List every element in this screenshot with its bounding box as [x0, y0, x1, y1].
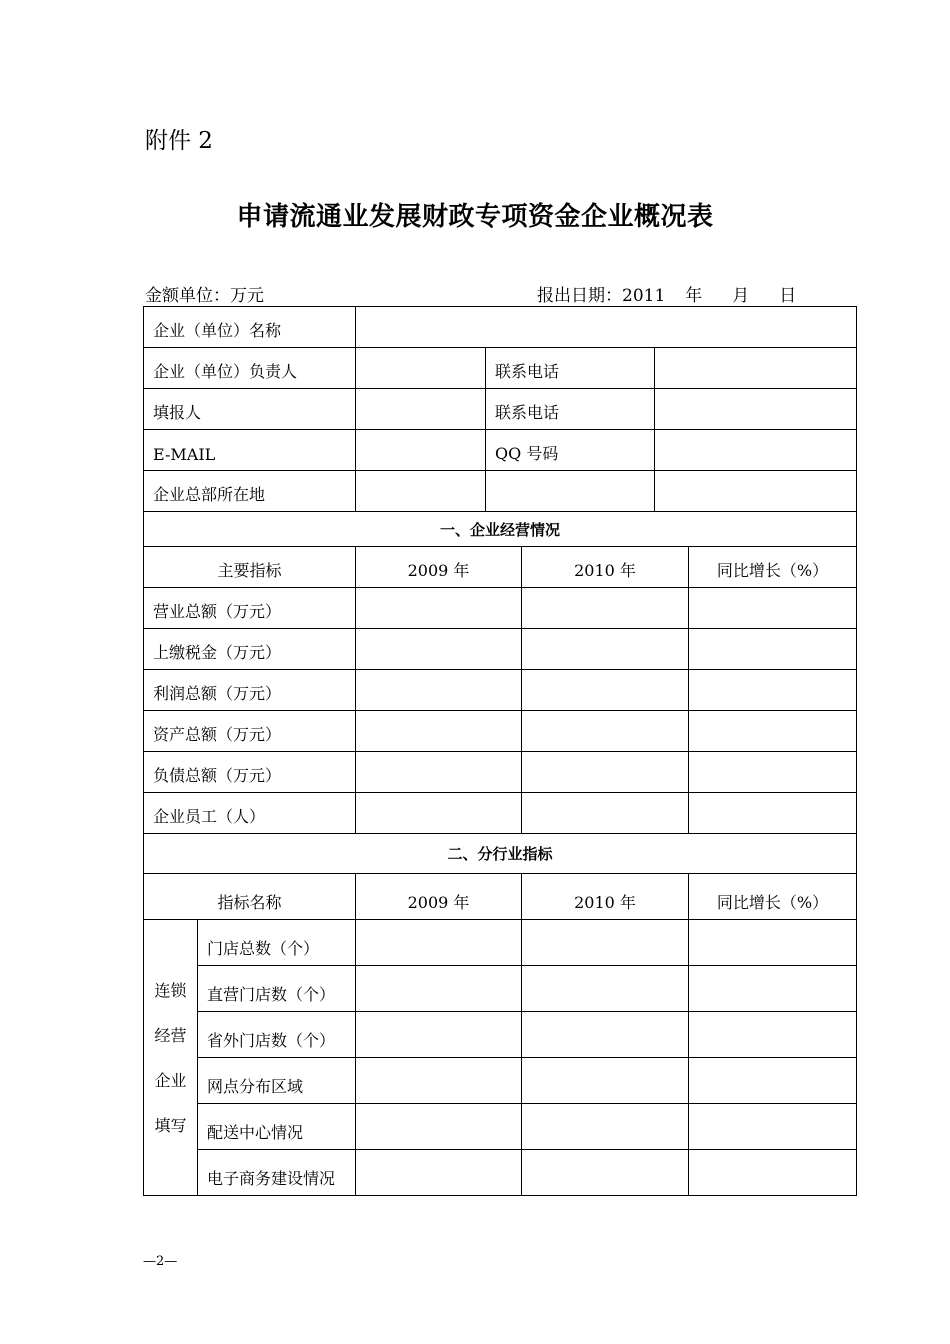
group-label-line: 企业	[154, 1070, 187, 1090]
hq-field-1[interactable]	[356, 471, 486, 512]
group-label-line: 连锁	[154, 980, 187, 1000]
report-date	[537, 281, 796, 306]
email-row	[144, 430, 857, 471]
section1-cell-2009[interactable]	[356, 629, 522, 670]
form-title: 申请流通业发展财政专项资金企业概况表	[236, 202, 714, 232]
section1-cell-growth[interactable]	[689, 588, 857, 629]
section1-cell-2009[interactable]	[356, 670, 522, 711]
group-label-line: 填写	[154, 1115, 187, 1135]
section2-cell-2010[interactable]	[522, 966, 689, 1012]
section1-cell-growth[interactable]	[689, 629, 857, 670]
qq-label: QQ 号码	[486, 430, 655, 471]
principal-label: 企业（单位）负责人	[144, 348, 356, 389]
section2-row-label: 省外门店数（个）	[198, 1012, 356, 1058]
section1-row-label: 负债总额（万元）	[144, 752, 356, 793]
section2-row-label: 配送中心情况	[198, 1104, 356, 1150]
section2-cell-growth[interactable]	[689, 1012, 857, 1058]
amount-unit: 金额单位：万元	[145, 286, 264, 306]
hq-field-2[interactable]	[486, 471, 655, 512]
principal-phone-field[interactable]	[655, 348, 857, 389]
section1-cell-2010[interactable]	[522, 629, 689, 670]
reporter-row	[144, 389, 857, 430]
section1-cell-2010[interactable]	[522, 793, 689, 834]
section2-row	[144, 1150, 857, 1196]
section1-row	[144, 588, 857, 629]
section2-row	[144, 1012, 857, 1058]
report-date-prefix: 报出日期：2011	[537, 286, 666, 306]
section1-cell-2009[interactable]	[356, 711, 522, 752]
section2-cell-growth[interactable]	[689, 1150, 857, 1196]
section2-cell-2010[interactable]	[522, 1058, 689, 1104]
section1-header-2009: 2009 年	[356, 547, 522, 588]
section2-cell-2009[interactable]	[356, 1104, 522, 1150]
section1-row	[144, 711, 857, 752]
section1-cell-2010[interactable]	[522, 711, 689, 752]
section1-row-label: 上缴税金（万元）	[144, 629, 356, 670]
section2-row-label: 电子商务建设情况	[198, 1150, 356, 1196]
section2-header-indicator: 指标名称	[144, 874, 356, 920]
section2-cell-growth[interactable]	[689, 1058, 857, 1104]
section1-cell-2009[interactable]	[356, 793, 522, 834]
section1-row	[144, 670, 857, 711]
section1-title: 一、企业经营情况	[144, 512, 857, 547]
hq-field-3[interactable]	[655, 471, 857, 512]
section1-row-label: 营业总额（万元）	[144, 588, 356, 629]
page-number: —2—	[143, 1254, 178, 1269]
reporter-field[interactable]	[356, 389, 486, 430]
reporter-label: 填报人	[144, 389, 356, 430]
attachment-label: 附件 2	[145, 128, 213, 154]
section1-cell-2010[interactable]	[522, 588, 689, 629]
section2-cell-2010[interactable]	[522, 920, 689, 966]
chain-enterprise-group-label	[144, 920, 198, 1196]
section1-title-row	[144, 512, 857, 547]
section1-cell-2010[interactable]	[522, 670, 689, 711]
section2-cell-growth[interactable]	[689, 920, 857, 966]
section2-header-row	[144, 874, 857, 920]
principal-field[interactable]	[356, 348, 486, 389]
section2-title: 二、分行业指标	[144, 834, 857, 874]
company-name-field[interactable]	[356, 307, 857, 348]
company-name-label: 企业（单位）名称	[144, 307, 356, 348]
section2-row	[144, 1104, 857, 1150]
section2-row-label: 门店总数（个）	[198, 920, 356, 966]
section1-header-2010: 2010 年	[522, 547, 689, 588]
section2-cell-2009[interactable]	[356, 1058, 522, 1104]
section1-row-label: 资产总额（万元）	[144, 711, 356, 752]
group-label-line: 经营	[154, 1025, 187, 1045]
section1-row	[144, 752, 857, 793]
reporter-phone-label: 联系电话	[486, 389, 655, 430]
principal-row	[144, 348, 857, 389]
section2-cell-2010[interactable]	[522, 1012, 689, 1058]
section2-header-2009: 2009 年	[356, 874, 522, 920]
section1-cell-growth[interactable]	[689, 793, 857, 834]
company-name-row	[144, 307, 857, 348]
section1-header-row	[144, 547, 857, 588]
section2-cell-2010[interactable]	[522, 1150, 689, 1196]
hq-row	[144, 471, 857, 512]
section2-row	[144, 1058, 857, 1104]
report-date-month: 月	[732, 286, 750, 306]
section2-header-growth: 同比增长（%）	[689, 874, 857, 920]
section2-header-2010: 2010 年	[522, 874, 689, 920]
section1-cell-growth[interactable]	[689, 670, 857, 711]
section2-cell-2010[interactable]	[522, 1104, 689, 1150]
section1-cell-2009[interactable]	[356, 752, 522, 793]
hq-label: 企业总部所在地	[144, 471, 356, 512]
report-date-year: 年	[685, 286, 703, 306]
section2-row-label: 直营门店数（个）	[198, 966, 356, 1012]
section1-row-label: 利润总额（万元）	[144, 670, 356, 711]
section2-cell-2009[interactable]	[356, 1150, 522, 1196]
section1-row-label: 企业员工（人）	[144, 793, 356, 834]
reporter-phone-field[interactable]	[655, 389, 857, 430]
section2-row	[144, 920, 857, 966]
section2-cell-2009[interactable]	[356, 920, 522, 966]
section1-cell-2010[interactable]	[522, 752, 689, 793]
qq-field[interactable]	[655, 430, 857, 471]
section2-cell-2009[interactable]	[356, 966, 522, 1012]
section1-header-growth: 同比增长（%）	[689, 547, 857, 588]
section2-cell-growth[interactable]	[689, 966, 857, 1012]
section1-cell-growth[interactable]	[689, 752, 857, 793]
section1-row	[144, 793, 857, 834]
email-label: E-MAIL	[144, 430, 356, 471]
section2-cell-growth[interactable]	[689, 1104, 857, 1150]
report-date-day: 日	[779, 286, 797, 306]
section2-cell-2009[interactable]	[356, 1012, 522, 1058]
section1-cell-growth[interactable]	[689, 711, 857, 752]
section1-header-indicator: 主要指标	[144, 547, 356, 588]
section2-title-row	[144, 834, 857, 874]
principal-phone-label: 联系电话	[486, 348, 655, 389]
email-field[interactable]	[356, 430, 486, 471]
section1-cell-2009[interactable]	[356, 588, 522, 629]
section2-row-label: 网点分布区域	[198, 1058, 356, 1104]
section2-row	[144, 966, 857, 1012]
company-overview-table	[143, 306, 857, 1196]
section1-row	[144, 629, 857, 670]
